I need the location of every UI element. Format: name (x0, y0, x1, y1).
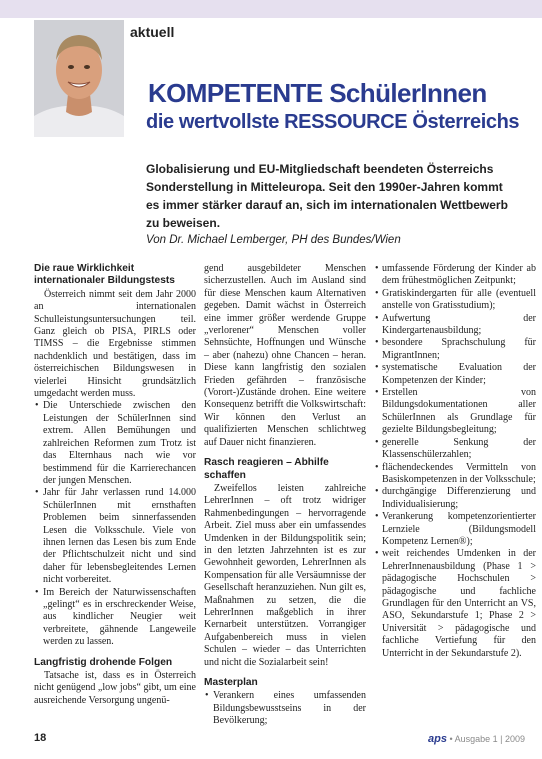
text-column-2 (204, 263, 366, 728)
text-column-1 (34, 263, 196, 707)
list-item: • systematische Evaluation der Kompetenzen der Kinder; (374, 362, 536, 387)
footer-brand (428, 733, 525, 745)
section-heading: Die raue Wirklichkeit internationaler Bildungstests (34, 263, 175, 287)
body-paragraph: Tatsache ist, dass es in Österreich nicht genügend „low jobs“ gibt, um eine ausreichende Versorgung ungenü- (34, 670, 196, 706)
list-item: • durchgängige Differenzierung und Individualisierung; (374, 486, 536, 511)
page-number: 18 (34, 732, 47, 744)
article-byline: Von Dr. Michael Lemberger, PH des Bundes/Wien (146, 234, 401, 246)
article-headline: KOMPETENTE SchülerInnen (148, 78, 487, 108)
bullet-list (34, 400, 196, 648)
list-item: • weit reichendes Umdenken in der LehrerInnenausbildung (Phase 1 > pädagogische Hochschulen > pädagogische und fachliche Grundlagen für den Unterricht an VS, ASO, Sekundarstufe 1; Phase 2 > Universität > pädagogische und fachliche Vertiefung für den Unterricht in der Sekundarstufe 2). (374, 548, 536, 660)
body-paragraph: gend ausgebildeter Menschen sicherzustellen. Auch im Ausland sind für diese Menschen kaum Alternativen gegeben. Damit wächst in Österreich eine immer größer werdende Gruppe „verlorener“ Menschen voller Sehnsüchte, Hoffnungen und Wünsche – aber (nahezu) ohne Chancen – heran. Diese kann langfristig den sozialen Frieden gefährden – französische (Vorort-)Zustände drohen. Eine weitere Konsequenz betrifft die Volkswirtschaft: Wir können den Verlust an qualifizierten Menschen schlichtweg auf Dauer nicht finanzieren. (204, 263, 366, 448)
list-item: • Aufwertung der Kindergartenausbildung; (374, 313, 536, 338)
list-item: • Verankern eines umfassenden Bildungsbewusstseins in der Bevölkerung; (204, 690, 366, 727)
list-item: • generelle Senkung der Klassenschülerzahlen; (374, 437, 536, 462)
list-item: • Im Bereich der Naturwissenschaften „gelingt“ es in erschreckender Weise, aus kindlicher Neugier weit verbreitete, gähnende Langeweile werden zu lassen. (34, 587, 196, 649)
top-color-band (0, 0, 542, 18)
list-item: • Jahr für Jahr verlassen rund 14.000 SchülerInnen mit ernsthaften Problemen beim sinnerfassenden Lesen die Volksschule. Viele von ihnen lernen das Lesen bis zum Ende der Pflichtschulzeit nicht und sind daher für lebensbegleitendes Lernen nicht vorbereitet. (34, 487, 196, 586)
list-item: • umfassende Förderung der Kinder ab dem frühestmöglichen Zeitpunkt; (374, 263, 536, 288)
section-label: aktuell (130, 24, 175, 40)
text-column-3 (374, 263, 536, 660)
section-heading: Masterplan (204, 677, 258, 688)
section-heading: Rasch reagieren – Abhilfe schaffen (204, 457, 329, 481)
bullet-list (204, 690, 366, 727)
body-paragraph: Österreich nimmt seit dem Jahr 2000 an internationalen Schulleistungsuntersuchungen teil. Ganz gleich ob PISA, PIRLS oder TIMSS – die Ergebnisse stimmen nachdenklich und bestätigen, dass im österreichischen Bildungswesen in vielerlei Hinsicht grundsätzlich umgedacht werden muss. (34, 288, 196, 400)
list-item: • Gratiskindergarten für alle (eventuell anstelle von Gratisstudium); (374, 288, 536, 313)
article-subhead: die wertvollste RESSOURCE Österreichs (146, 111, 520, 133)
body-paragraph: Zweifellos leisten zahlreiche LehrerInnen – oft trotz widriger Rahmenbedingungen – hervorragende Arbeit. Ziel muss aber ein umfassendes Umdenken in der Bildungspolitik sein; in den letzten Jahrzehnten ist es zur Gewohnheit geworden, LehrerInnen als Kompensation für alle Versäumnisse der Gesellschaft heranzuziehen. Nun gilt es, Maßnahmen zu setzen, die die LehrerInnen maßgeblich in ihrer Kernarbeit unterstützen. Vorrangiger Aufgabenbereich muss in vielen Schulen – wieder – das Unterrichten und nicht die Sozialarbeit sein! (204, 482, 366, 668)
author-photo (34, 20, 124, 137)
issue-label: • Ausgabe 1 | 2009 (449, 734, 526, 744)
list-item: • Verankerung kompetenzorientierter Lernziele (Bildungsmodell Kompetenz Lernen®); (374, 511, 536, 548)
list-item: • besondere Sprachschulung für MigrantInnen; (374, 337, 536, 362)
list-item: • Die Unterschiede zwischen den Leistungen der SchülerInnen sind extrem. Allen Bemühungen und zahlreichen Reformen zum Trotz ist das Elternhaus nach wie vor bestimmend für die Karrierechancen der jungen Menschen. (34, 400, 196, 487)
list-item: • flächendeckendes Vermitteln von Basiskompetenzen in der Volksschule; (374, 462, 536, 487)
article-lead: Globalisierung und EU-Mitgliedschaft beendeten Österreichs Sonderstellung in Mitteleuropa. Seit den 1990er-Jahren kommt es immer stärker darauf an, sich im internationalen Wettbewerb zu beweisen. (146, 162, 508, 230)
magazine-logo: aps (428, 733, 447, 745)
list-item: • Erstellen von Bildungsdokumentationen aller SchülerInnen als Grundlage für gezielte Bildungsbegleitung; (374, 387, 536, 437)
bullet-list (374, 263, 536, 660)
section-heading: Langfristig drohende Folgen (34, 656, 173, 668)
